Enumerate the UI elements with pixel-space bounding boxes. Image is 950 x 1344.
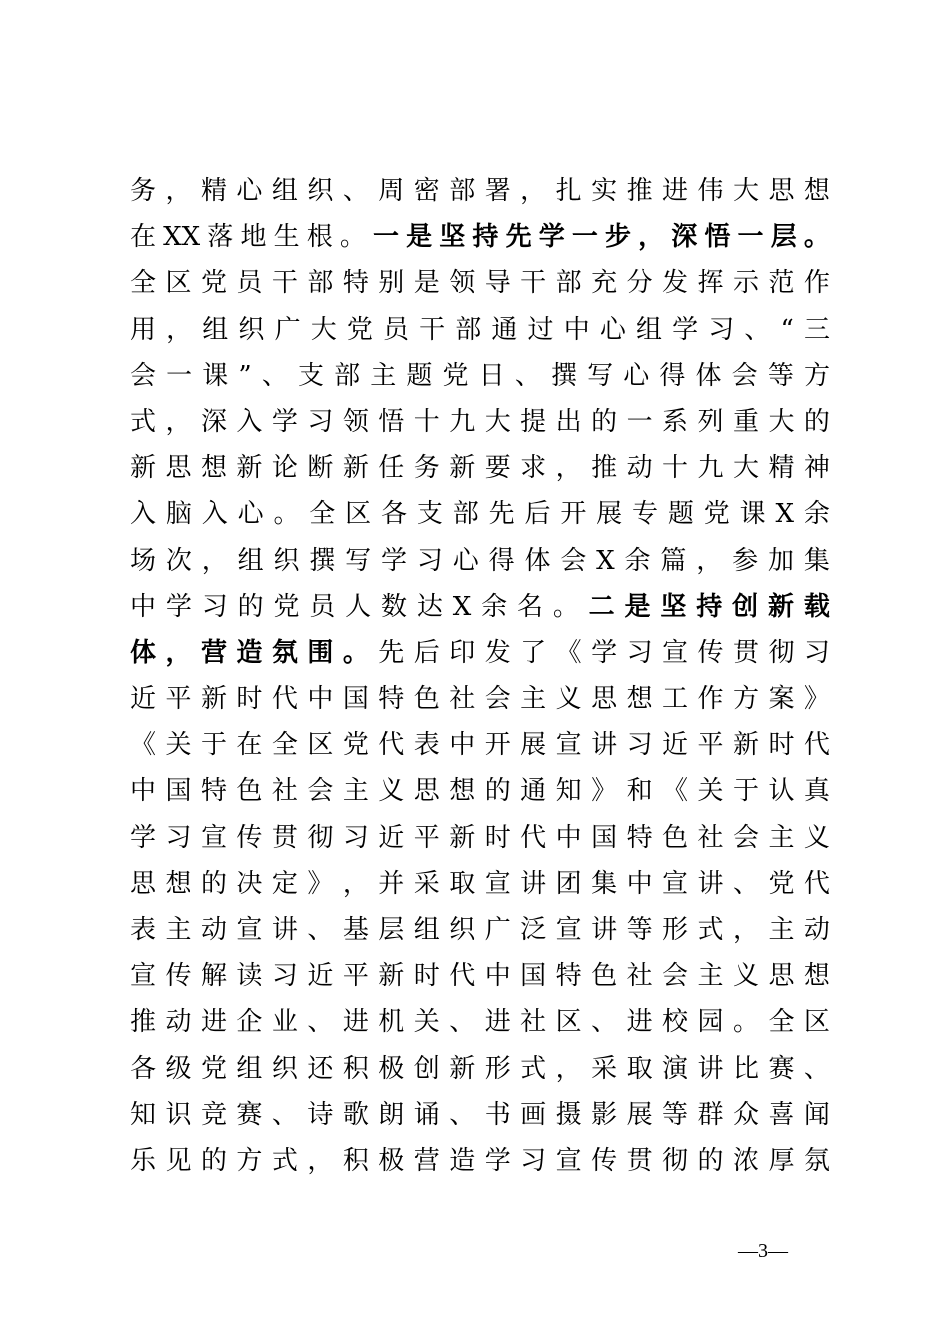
text-line: 在 XX 落 地 生 根 。 一 是 坚 持 先 学 一 步 ， 深 悟 一 层 。	[130, 222, 830, 253]
text-line: 思 想 的 决 定 》 ， 并 采 取 宣 讲 团 集 中 宣 讲 、 党 代	[130, 868, 830, 899]
text-line: 场 次 ， 组 织 撰 写 学 习 心 得 体 会 X 余 篇 ， 参 加 集	[130, 545, 830, 576]
text-line: 学 习 宣 传 贯 彻 习 近 平 新 时 代 中 国 特 色 社 会 主 义	[130, 822, 830, 853]
text-line: 《 关 于 在 全 区 党 代 表 中 开 展 宣 讲 习 近 平 新 时 代	[130, 730, 830, 761]
text-line: 宣 传 解 读 习 近 平 新 时 代 中 国 特 色 社 会 主 义 思 想	[130, 961, 830, 992]
text-line: 全 区 党 员 干 部 特 别 是 领 导 干 部 充 分 发 挥 示 范 作	[130, 268, 830, 299]
text-line: 乐 见 的 方 式 ， 积 极 营 造 学 习 宣 传 贯 彻 的 浓 厚 氛	[130, 1145, 830, 1176]
text-line: 表 主 动 宣 讲 、 基 层 组 织 广 泛 宣 讲 等 形 式 ， 主 动	[130, 915, 830, 945]
text-line: 近 平 新 时 代 中 国 特 色 社 会 主 义 思 想 工 作 方 案 》	[130, 684, 830, 715]
text-line: 体 ， 营 造 氛 围 。 先 后 印 发 了 《 学 习 宣 传 贯 彻 习	[130, 637, 830, 668]
text-line: 式 ， 深 入 学 习 领 悟 十 九 大 提 出 的 一 系 列 重 大 的	[130, 406, 830, 437]
text-line: 会 一 课 ” 、 支 部 主 题 党 日 、 撰 写 心 得 体 会 等 方	[130, 360, 830, 391]
text-line: 中 学 习 的 党 员 人 数 达 X 余 名 。 二 是 坚 持 创 新 载	[130, 591, 830, 622]
text-line: 各 级 党 组 织 还 积 极 创 新 形 式 ， 采 取 演 讲 比 赛 、	[130, 1053, 830, 1084]
text-line: 用 ， 组 织 广 大 党 员 干 部 通 过 中 心 组 学 习 、 “ 三	[130, 314, 830, 345]
text-line: 知 识 竞 赛 、 诗 歌 朗 诵 、 书 画 摄 影 展 等 群 众 喜 闻	[130, 1099, 830, 1130]
text-line: 务 ， 精 心 组 织 、 周 密 部 署 ， 扎 实 推 进 伟 大 思 想	[130, 176, 830, 206]
text-line: 中 国 特 色 社 会 主 义 思 想 的 通 知 》 和 《 关 于 认 真	[130, 776, 830, 807]
page-number: —3—	[738, 1240, 788, 1262]
text-line: 推 动 进 企 业 、 进 机 关 、 进 社 区 、 进 校 园 。 全 区	[130, 1007, 830, 1038]
text-line: 入 脑 入 心 。 全 区 各 支 部 先 后 开 展 专 题 党 课 X 余	[130, 499, 830, 530]
body-text	[130, 168, 830, 1184]
text-line: 新 思 想 新 论 断 新 任 务 新 要 求 ， 推 动 十 九 大 精 神	[130, 453, 830, 484]
